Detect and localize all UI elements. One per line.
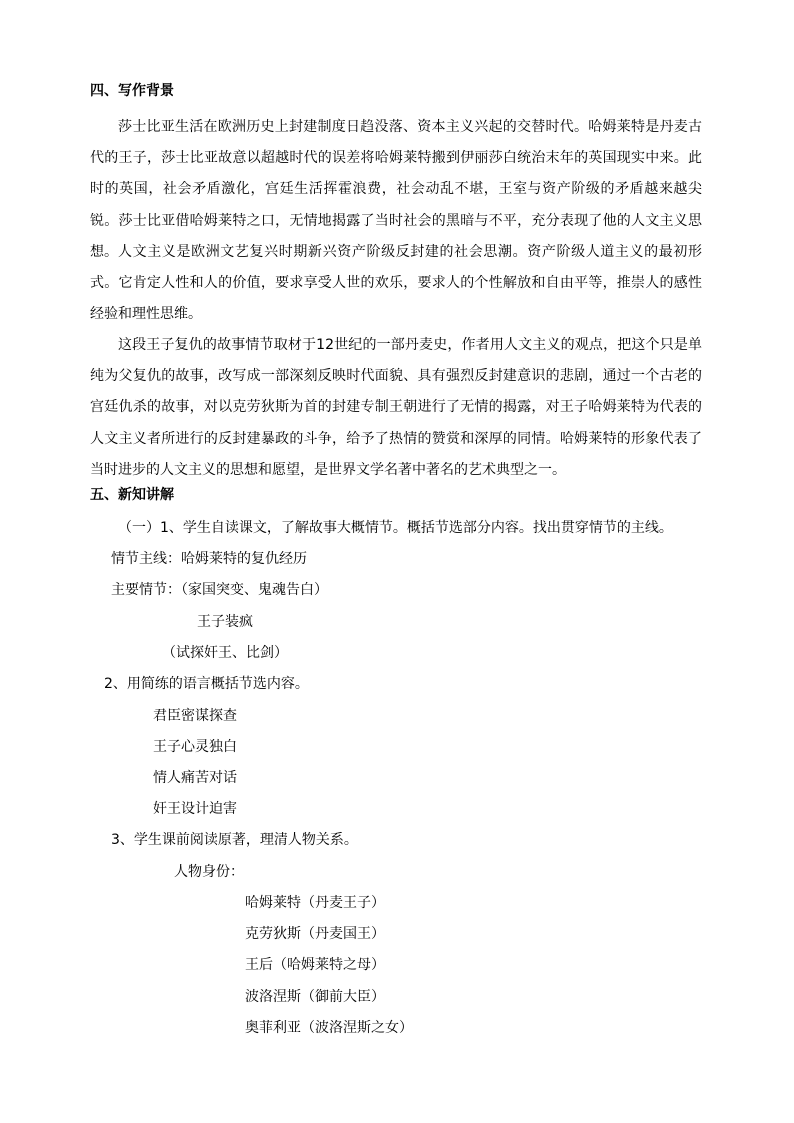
summary-item: 奸王设计迫害 [153,801,237,817]
paragraph-shakespeare-era: 莎士比亚生活在欧洲历史上封建制度日趋没落、资本主义兴起的交替时代。哈姆莱特是丹麦古代的王子，莎士比亚故意以超越时代的误差将哈姆莱特搬到伊丽莎白统治末年的英国现实中来。此时的英国，社会矛盾激化，宫廷生活挥霍浪费，社会动乱不堪，王室与资产阶级的矛盾越来越尖锐。莎士比亚借哈姆莱特之口，无情地揭露了当时社会的黑暗与不平，充分表现了他的人文主义思想。 [90,119,702,260]
paragraph-story-source: 这段王子复仇的故事情节取材于12世纪的一部丹麦史，作者用人文主义的观点，把这个只是单纯为父复仇的故事，改写成一部深刻反映时代面貌、具有强烈反封建意识的悲剧，通过一个古老的宫廷仇杀的故事，对以克劳狄斯为首的封建专制王朝进行了无情的揭露，对王子哈姆莱特为代表的人文主义者所进行的反封建暴政的斗争，给予了热情的赞赏和深厚的同情。哈姆莱特的形象代表了当时进步的人文主义的思想和愿望，是世界文学名著中著名的艺术典型之一。 [90,337,702,478]
summary-item: 君臣密谋探查 [153,708,237,724]
character-item: 王后（哈姆莱特之母） [245,957,385,973]
section-heading-new-knowledge: 五、新知讲解 [90,487,174,503]
task-3-text: 3、学生课前阅读原著，理清人物关系。 [111,832,358,848]
task-2-text: 2、用简练的语言概括节选内容。 [104,676,309,692]
section-heading-background: 四、写作背景 [90,83,174,99]
plot-mainline: 情节主线：哈姆莱特的复仇经历 [111,551,307,567]
task-1-text: （一）1、学生自读课文，了解故事大概情节。概括节选部分内容。找出贯穿情节的主线。 [118,520,673,536]
character-item: 克劳狄斯（丹麦国王） [245,926,385,942]
main-plots: 主要情节：（家国突变、鬼魂告白） [111,582,328,598]
summary-item: 王子心灵独白 [153,739,237,755]
plot-test-and-duel: （试探奸王、比剑） [162,645,288,661]
character-item: 哈姆莱特（丹麦王子） [245,895,385,911]
character-item: 奥菲利亚（波洛涅斯之女） [245,1020,413,1036]
paragraph-humanism: 人文主义是欧洲文艺复兴时期新兴资产阶级反封建的社会思潮。资产阶级人道主义的最初形式。它肯定人性和人的价值，要求享受人世的欢乐，要求人的个性解放和自由平等，推崇人的感性经验和理性思维。 [90,244,702,323]
plot-feigned-madness: 王子装疯 [197,614,253,630]
character-identity-label: 人物身份： [174,864,244,880]
character-item: 波洛涅斯（御前大臣） [245,989,385,1005]
summary-item: 情人痛苦对话 [153,770,237,786]
